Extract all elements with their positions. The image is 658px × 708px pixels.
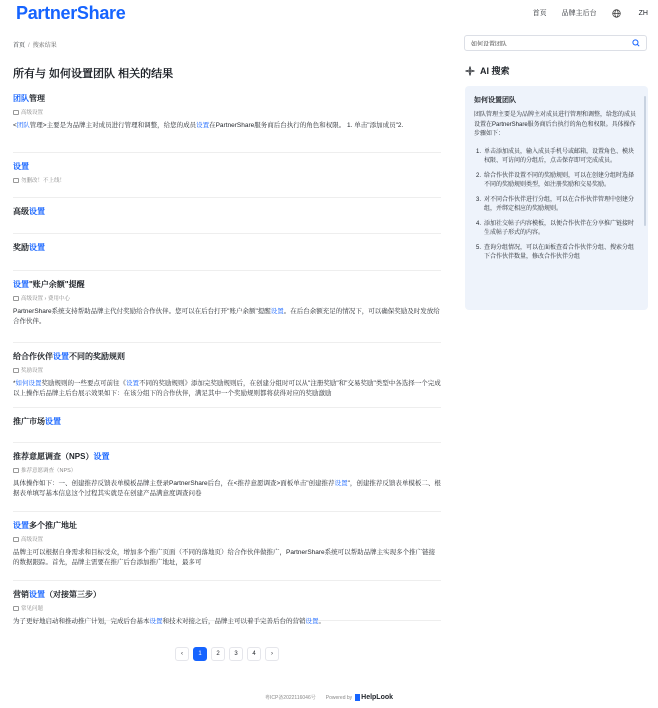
result-desc-segment: PartnerShare系统支持帮助品牌主代付奖励给合作伙伴。您可以在后台打开"账户余额"提醒 — [13, 308, 271, 315]
folder-icon — [13, 468, 19, 473]
ai-step-number: 3. — [476, 196, 482, 203]
result-item[interactable] — [13, 279, 441, 343]
icp-number[interactable]: 粤ICP备2022116046号 — [264, 695, 316, 701]
result-title-segment: 推广市场 — [13, 417, 45, 426]
powered-by: Powered by — [325, 694, 353, 701]
result-title[interactable] — [13, 93, 441, 104]
result-title[interactable] — [13, 520, 441, 531]
pagination — [175, 647, 283, 661]
result-description — [13, 617, 441, 627]
nav-brand-backend[interactable]: 品牌主后台 — [561, 10, 597, 17]
result-category-label: 高级设置 — [21, 110, 44, 116]
globe-icon — [612, 9, 621, 18]
result-desc-segment: 和技术对接之后，品牌主可以着手完善后台的营销 — [162, 618, 306, 625]
result-title-segment: 团队 — [13, 94, 29, 103]
result-title-segment: "账户余额"提醒 — [29, 280, 85, 289]
ai-step-item — [474, 244, 639, 263]
ai-step-number: 4. — [476, 220, 482, 227]
result-category-label: 高级设置 › 费用中心 — [21, 296, 70, 302]
result-description — [13, 548, 441, 568]
result-category-label: 高级设置 — [21, 537, 44, 543]
result-title[interactable] — [13, 206, 441, 217]
prev-page-button[interactable]: ‹ — [175, 647, 189, 661]
breadcrumb — [13, 40, 57, 49]
result-desc-segment: 设置 — [149, 618, 163, 625]
ai-step-text: 给合作伙伴设置不同的奖励规则，可以在创建分组时选择不同的奖励规则类型，如注册奖励和交易奖励。 — [484, 172, 635, 188]
result-desc-segment: 团队 — [16, 122, 30, 129]
result-desc-segment: 为了更好地启动和推动推广计划，完成后台基本 — [13, 618, 150, 625]
result-item[interactable] — [13, 206, 441, 234]
sparkle-icon — [465, 66, 475, 76]
breadcrumb-separator: / — [28, 43, 30, 49]
helplook-brand[interactable] — [355, 694, 393, 701]
result-description — [13, 379, 441, 399]
result-category — [13, 535, 441, 543]
result-category-label: 勿删改！不上线！ — [21, 178, 66, 184]
search-icon[interactable] — [632, 39, 640, 47]
page-title: 所有与 如何设置团队 相关的结果 — [13, 68, 174, 80]
result-category — [13, 604, 441, 612]
result-title-segment: 设置 — [13, 280, 29, 289]
top-nav — [518, 8, 648, 18]
result-title[interactable] — [13, 161, 441, 172]
result-title-segment: 营销 — [13, 590, 29, 599]
result-title-segment: 设置 — [29, 243, 45, 252]
helplook-logo-icon — [355, 694, 360, 701]
result-desc-segment: 管理>主要是为品牌主对成员进行管理和调整，给您的成员 — [29, 122, 197, 129]
result-title-segment: 设置 — [13, 521, 29, 530]
result-title-segment: 设置 — [93, 452, 110, 461]
result-desc-segment: * — [13, 380, 16, 387]
ai-step-item — [474, 220, 639, 239]
result-category — [13, 366, 441, 374]
helplook-brand-label: HelpLook — [361, 694, 394, 701]
result-category-label: 奖励设置 — [21, 368, 44, 374]
result-title-segment: 给合作伙伴 — [13, 352, 53, 361]
page-button-2[interactable]: 2 — [211, 647, 225, 661]
folder-icon — [13, 537, 19, 542]
ai-search-title: AI 搜索 — [480, 66, 510, 76]
ai-step-text: 对不同合作伙伴进行分组，可以在合作伙伴管理中创建分组，并绑定相应的奖励规则。 — [484, 196, 635, 212]
result-desc-segment: < — [13, 122, 17, 129]
search-input[interactable] — [471, 40, 621, 46]
footer — [0, 694, 658, 701]
result-title-segment: 设置 — [29, 590, 45, 599]
result-title[interactable] — [13, 351, 441, 362]
result-desc-segment: 设置 — [334, 480, 348, 487]
result-title[interactable] — [13, 589, 441, 600]
result-desc-segment: 设置 — [126, 380, 140, 387]
result-description — [13, 307, 441, 327]
ai-step-item — [474, 148, 639, 167]
ai-card-scrollbar[interactable] — [644, 96, 646, 226]
result-desc-segment: 如何设置 — [15, 380, 42, 387]
result-description — [13, 479, 441, 499]
result-title[interactable] — [13, 279, 441, 290]
result-title-segment: 推荐意愿调查（NPS） — [13, 452, 94, 461]
folder-icon — [13, 368, 19, 373]
ai-step-item — [474, 172, 639, 191]
result-category-label: 常见问题 — [21, 606, 44, 612]
ai-step-number: 1. — [476, 148, 482, 155]
result-title-segment: 设置 — [13, 162, 29, 171]
result-title[interactable] — [13, 451, 441, 462]
result-desc-segment: 具体操作如下：一、创建推荐反馈表单模板品牌主登录PartnerShare后台，在<推荐意愿调查>面板单击"创建推荐 — [13, 480, 335, 487]
result-desc-segment: 不同的奖励规则》添加完奖励规则后，在创建分组时可以从"注册奖励"和"交易奖励"类型中各选择一个完成以上操作后品牌主后台展示效果如下：在该分组下的合作伙伴，满足其中一个奖励规则都将获得对应的奖励激励 — [13, 380, 441, 397]
ai-step-text: 单击添加成员，输入成员手机号或邮箱，设置角色、模块权限、可访问的分组后，点击保存即可完成成员。 — [484, 148, 635, 164]
page-button-1[interactable]: 1 — [193, 647, 207, 661]
result-desc-segment: 设置 — [270, 308, 284, 315]
result-category — [13, 176, 441, 184]
result-desc-segment: 。在后台余额充足的情况下，可以确保奖励及时发放给合作伙伴。 — [13, 308, 440, 325]
result-desc-segment: "，创建推荐反馈表单模板二、根据表单填写基本信息这个过程其实就是在创建产品满意度调查问卷 — [13, 480, 441, 497]
result-category-label: 推荐意愿调查（NPS） — [21, 468, 77, 474]
result-category — [13, 108, 441, 116]
result-category — [13, 294, 441, 302]
result-item[interactable] — [13, 93, 441, 153]
result-desc-segment: 。 — [318, 618, 325, 625]
page-button-4[interactable]: 4 — [247, 647, 261, 661]
next-page-button[interactable]: › — [265, 647, 279, 661]
result-title-segment: 高级 — [13, 207, 29, 216]
result-item[interactable] — [13, 161, 441, 198]
breadcrumb-home[interactable]: 首页 — [13, 43, 26, 49]
top-header — [0, 0, 658, 27]
folder-icon — [13, 296, 19, 301]
result-desc-segment: 品牌主可以根据自身需求和目标受众，增加多个推广页面（不同的落地页）给合作伙伴做推广，PartnerShare系统可以帮助品牌主实现多个推广链接的数据跟踪。首先，品牌主需要在推广后台添加推广地址，最多可 — [13, 549, 436, 566]
result-title-segment: （对接第三步） — [45, 590, 101, 599]
ai-step-item — [474, 196, 639, 215]
result-item[interactable] — [13, 520, 441, 581]
result-item[interactable] — [13, 416, 441, 443]
result-desc-segment: 设置 — [196, 122, 210, 129]
ai-search-heading — [465, 64, 510, 77]
result-item[interactable] — [13, 589, 441, 625]
result-title-segment: 不同的奖励规则 — [69, 352, 125, 361]
result-desc-segment: 奖励规则的一些要点可前往《 — [41, 380, 127, 387]
language-switcher[interactable] — [612, 9, 648, 18]
logo[interactable]: PartnerShare — [16, 3, 126, 23]
breadcrumb-current: 搜索结果 — [32, 43, 57, 49]
folder-icon — [13, 606, 19, 611]
result-title-segment: 管理 — [29, 94, 45, 103]
page-button-3[interactable]: 3 — [229, 647, 243, 661]
ai-step-number: 5. — [476, 244, 482, 251]
result-title-segment: 设置 — [53, 352, 69, 361]
result-item[interactable] — [13, 242, 441, 271]
result-desc-segment: 在PartnerShare服务商后台执行的角色和权限。 1. 单击"添加成员"2. — [209, 122, 404, 129]
ai-card-title: 如何设置团队 — [474, 97, 516, 104]
ai-steps-list — [474, 148, 639, 263]
nav-home[interactable]: 首页 — [532, 10, 547, 17]
ai-step-number: 2. — [476, 172, 482, 179]
ai-step-text: 查询分组情况，可以在面板查看合作伙伴分组、搜索分组下合作伙伴数量，修改合作伙伴分组 — [484, 244, 635, 260]
result-desc-segment: 设置 — [305, 618, 319, 625]
result-title-segment: 设置 — [45, 417, 61, 426]
ai-card-intro: 团队管理主要是为品牌主对成员进行管理和调整，给您的成员设置在PartnerShare服务商后台执行的角色和权限。具体操作步骤如下： — [474, 112, 637, 137]
language-label: ZH — [638, 9, 648, 17]
search-box[interactable] — [464, 35, 647, 51]
result-title-segment: 多个推广地址 — [29, 521, 77, 530]
result-item[interactable] — [13, 451, 441, 512]
result-title[interactable] — [13, 242, 441, 253]
folder-icon — [13, 110, 19, 115]
result-category — [13, 466, 441, 474]
result-title[interactable] — [13, 416, 441, 427]
result-item[interactable] — [13, 351, 441, 408]
folder-icon — [13, 178, 19, 183]
ai-step-text: 添加社交帖子内容模板，以便合作伙伴在分享推广链接时生成帖子形式的内容。 — [484, 220, 635, 236]
ai-answer-card — [465, 86, 648, 310]
result-title-segment: 奖励 — [13, 243, 29, 252]
result-title-segment: 设置 — [29, 207, 45, 216]
result-description — [13, 121, 441, 131]
